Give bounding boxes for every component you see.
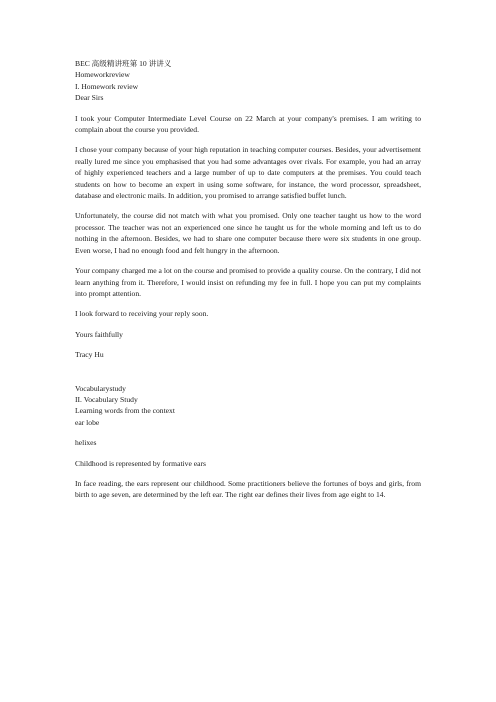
section-tag: Vocabularystudy xyxy=(75,383,126,393)
letter-paragraph: Unfortunately, the course did not match with what you promised. Only one teacher taught us how to the word processor. The teacher was not an experienced one since he taught us for the whole morning and left us to do nothing in the afternoon. Besides, we had to share one computer because there were six students in one group. Even worse, I had no enough food and felt hungry in the afternoon. xyxy=(75,211,421,255)
section-tag: Homeworkreview xyxy=(75,70,130,80)
section-heading: II. Vocabulary Study xyxy=(75,394,138,404)
document-page xyxy=(75,58,421,501)
letter-closing: Yours faithfully xyxy=(75,329,123,339)
letter-salutation: Dear Sirs xyxy=(75,93,104,103)
section-subheading: Learning words from the context xyxy=(75,406,175,416)
document-title: BEC 高级精讲班第 10 讲讲义 xyxy=(75,59,172,68)
letter-paragraph: I chose your company because of your high reputation in teaching computer courses. Besides, your advertisement really lured me since you emphasised that you had some advantages over rivals. For example, you had an array of highly experienced teachers and a large number of up to date computers at the premises. You could teach students on how to become an expert in using some software, for instance, the word processor, spreadsheet, database and electronic mails. In addition, you promised to arrange satisfied buffet lunch. xyxy=(75,145,421,201)
reading-paragraph: In face reading, the ears represent our childhood. Some practitioners believe the fortunes of boys and girls, from birth to age seven, are determined by the left ear. The right ear defines their lives from age eight to 14. xyxy=(75,478,421,500)
vocab-word: helixes xyxy=(75,438,97,448)
section-heading: I. Homework review xyxy=(75,81,139,91)
reading-heading: Childhood is represented by formative ears xyxy=(75,458,206,468)
letter-paragraph: Your company charged me a lot on the course and promised to provide a quality course. On the contrary, I did not learn anything from it. Therefore, I would insist on refunding my fee in full. I hope you can put my complaints into prompt attention. xyxy=(75,266,421,298)
letter-signature: Tracy Hu xyxy=(75,350,104,360)
vocab-word: ear lobe xyxy=(75,417,100,427)
letter-paragraph: I look forward to receiving your reply soon. xyxy=(75,309,209,319)
letter-paragraph: I took your Computer Intermediate Level Course on 22 March at your company's premises. I am writing to complain about the course you provided. xyxy=(75,113,421,135)
